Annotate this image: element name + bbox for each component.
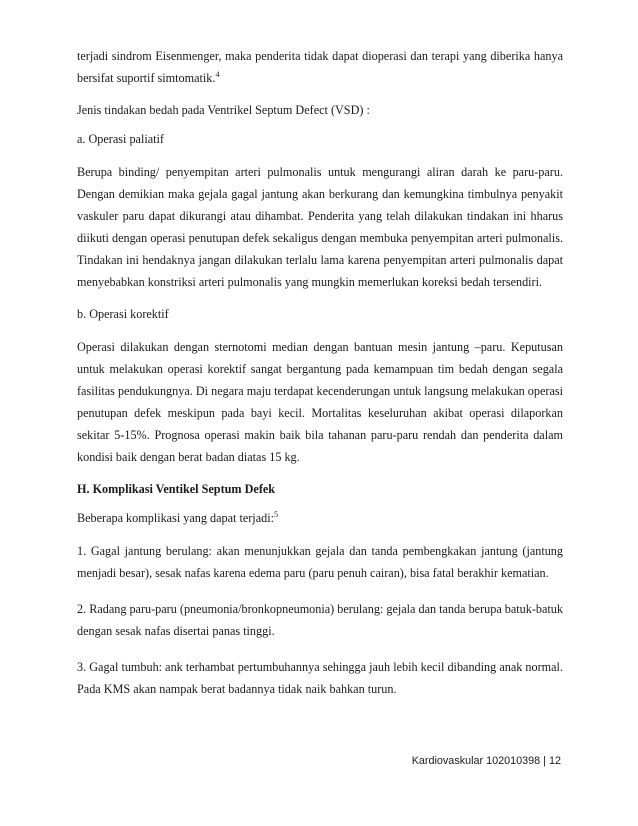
list-item-gagal-jantung: 1. Gagal jantung berulang: akan menunjukkan gejala dan tanda pembengkakan jantung (jantung menjadi besar), sesak nafas karena edema paru (paru penuh cairan), bisa fatal berakhir kematian. (77, 544, 563, 580)
paragraph-text: Beberapa komplikasi yang dapat terjadi: (77, 511, 274, 525)
page-number: 12 (548, 755, 561, 767)
citation-superscript: 4 (215, 70, 220, 79)
paragraph-text: terjadi sindrom Eisenmenger, maka penderita tidak dapat dioperasi dan terapi yang diberika hanya bersifat suportif simtomatik. (77, 49, 563, 85)
footer-text: Kardiovaskular 102010398 (411, 755, 541, 767)
list-item-radang-paru: 2. Radang paru-paru (pneumonia/bronkopneumonia) berulang: gejala dan tanda berupa batuk-batuk dengan sesak nafas disertai panas tinggi. (77, 602, 563, 638)
section-heading-komplikasi: H. Komplikasi Ventikel Septum Defek (77, 482, 276, 496)
citation-superscript: 5 (273, 510, 278, 519)
footer-separator: | (543, 755, 546, 767)
page-content (77, 45, 563, 714)
paragraph-jenis-tindakan: Jenis tindakan bedah pada Ventrikel Septum Defect (VSD) : (77, 103, 370, 117)
list-item-gagal-tumbuh: 3. Gagal tumbuh: ank terhambat pertumbuhannya sehingga jauh lebih kecil dibanding anak normal. Pada KMS akan nampak berat badannya tidak naik bahkan turun. (77, 660, 563, 696)
subheading-operasi-paliatif: a. Operasi paliatif (77, 132, 164, 146)
paragraph-beberapa-komplikasi (77, 511, 563, 526)
paragraph-binding: Berupa binding/ penyempitan arteri pulmonalis untuk mengurangi aliran darah ke paru-paru. Dengan demikian maka gejala gagal jantung akan berkurang dan kemungkina timbulnya penyakit vaskuler paru dapat dikurangi atau dihambat. Penderita yang telah dilakukan tindakan ini hharus diikuti dengan operasi penutupan defek sekaligus dengan membuka penyempitan arteri pulmonalis. Tindakan ini hendaknya jangan dilakukan terlalu lama karena penyempitan arteri pulmonalis dapat menyebabkan konstriksi arteri pulmonalis yang mungkin memerlukan koreksi bedah tersendiri. (77, 165, 563, 289)
paragraph-eisenmenger (77, 45, 563, 89)
paragraph-sternotomi: Operasi dilakukan dengan sternotomi median dengan bantuan mesin jantung –paru. Keputusan untuk melakukan operasi korektif sangat bergantung pada kemampuan tim bedah dengan segala fasilitas pendukungnya. Di negara maju terdapat kecenderungan untuk langsung melakukan operasi penutupan defek meskipun pada bayi kecil. Mortalitas keseluruhan akibat operasi dilaporkan sekitar 5-15%. Prognosa operasi makin baik bila tahanan paru-paru rendah dan penderita dalam kondisi baik dengan berat badan diatas 15 kg. (77, 340, 563, 464)
subheading-operasi-korektif: b. Operasi korektif (77, 307, 169, 321)
page-footer (412, 755, 561, 767)
